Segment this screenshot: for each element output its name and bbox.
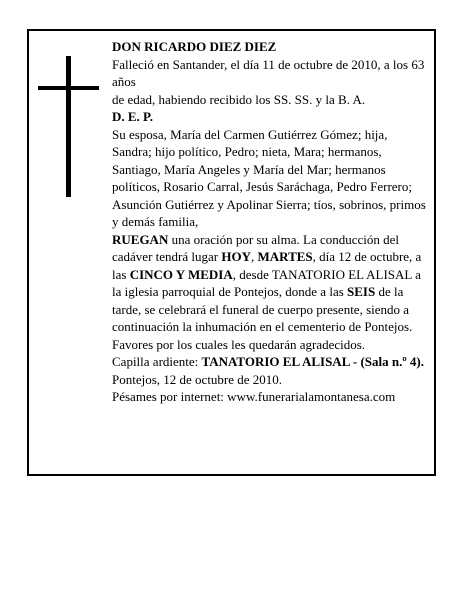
capilla-value: TANATORIO EL ALISAL - (Sala n.º 4). [201, 354, 424, 369]
deceased-name: DON RICARDO DIEZ DIEZ [112, 39, 277, 54]
death-line-2: de edad, habiendo recibido los SS. SS. y la B. A. [112, 91, 366, 107]
funeral-text-3: , desde TANATORIO EL ALISAL a la iglesia parroquial de Pontejos, donde a las [112, 266, 421, 299]
funeral-paragraph [112, 231, 430, 354]
notice-text [112, 38, 430, 406]
place-date: Pontejos, 12 de octubre de 2010. [112, 371, 283, 387]
seis-word: SEIS [347, 284, 376, 299]
capilla-label: Capilla ardiente: [112, 354, 202, 369]
funeral-text-2: , día 12 de octubre, a las [112, 249, 422, 282]
funeral-text-4: de la tarde, se celebrará el funeral de cuerpo presente, siendo a continuación la inhumación en el cementerio de Pontejos. Favores por los cuales les quedarán agradecidos. [112, 284, 413, 352]
death-line-1: Falleció en Santander, el día 11 de octubre de 2010, a los 63 años [112, 56, 425, 89]
ruegan-word: RUEGAN [112, 231, 169, 247]
family-paragraph: Su esposa, María del Carmen Gutiérrez Gómez; hija, Sandra; hijo político, Pedro; nieta, Mara; hermanos, Santiago, María Angeles y María del Mar; hermanos políticos, Rosario Carral, Jesús Saráchaga, Pedro Ferrero; Asunción Gutiérrez y Apolinar Sierra; tíos, sobrinos, primos y demás familia, [112, 126, 426, 229]
cross-vertical-bar [66, 56, 71, 197]
funeral-comma: , [250, 249, 258, 264]
martes-word: MARTES [257, 249, 313, 264]
dep-heading: D. E. P. [112, 109, 154, 124]
cross-horizontal-bar [38, 86, 99, 90]
funeral-text-1: una oración por su alma. La conducción del cadáver tendrá lugar [112, 231, 400, 264]
cinco-y-media-word: CINCO Y MEDIA [129, 266, 233, 282]
condolences-line: Pésames por internet: www.funerarialamontanesa.com [112, 389, 396, 404]
capilla-line [112, 353, 430, 371]
hoy-word: HOY [221, 249, 251, 264]
